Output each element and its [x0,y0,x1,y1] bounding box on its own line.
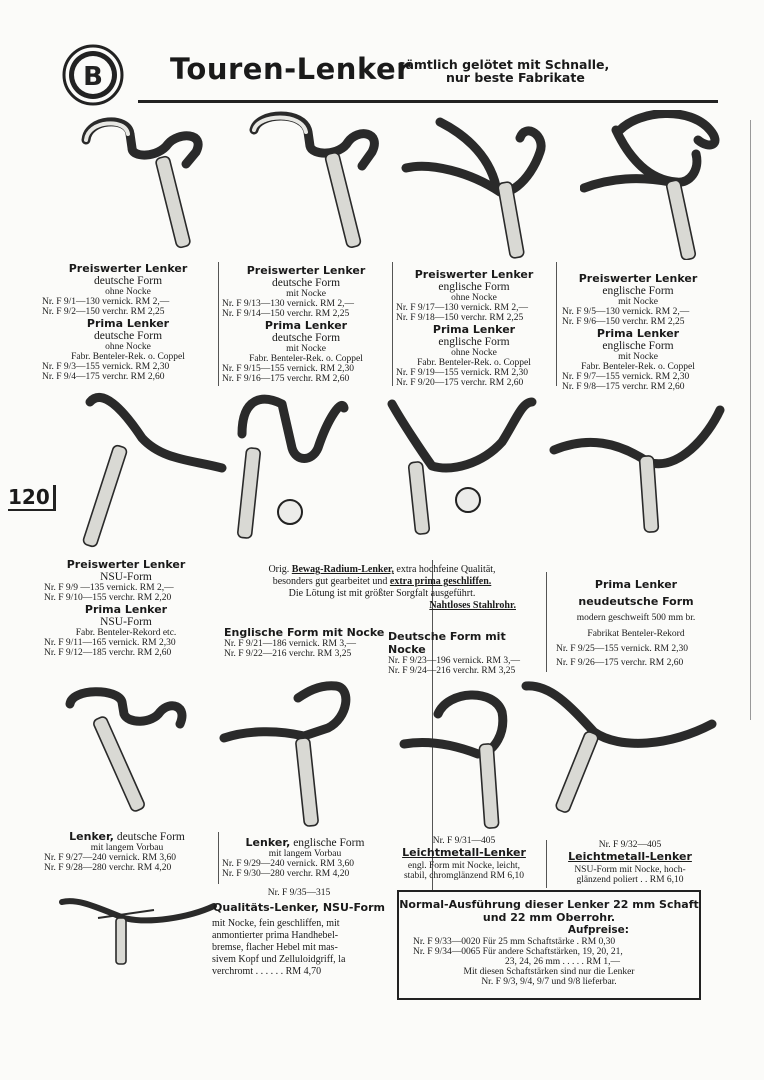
price-row: Nr. F 9/9 —135 vernick. RM 2,— [44,583,174,593]
price-row: Nr. F 9/18—150 verchr. RM 2,25 [396,313,524,323]
product-block: Lenker, deutsche Form mit langem Vorbau Nr. F 9/27—240 vernick. RM 3,60 Nr. F 9/28—280 verchr. RM 4,20 [44,830,210,873]
price-row: Nr. F 9/12—185 verchr. RM 2,60 [44,648,172,658]
product-title: Leichtmetall-Lenker [402,846,526,859]
product-title: Prima Lenker [432,323,516,336]
handlebar-illustration [520,676,720,826]
radium-description: Orig. Bewag-Radium-Lenker, extra hochfeine Qualität, besonders gut gearbeitet und extra prima geschliffen. Die Lötung ist mit größter Sorgfalt ausgeführt. Nahtloses Stahlrohr. [268,564,516,611]
product-title: Preiswerter Lenker [66,558,186,571]
price-row: Nr. F 9/30—280 verchr. RM 4,20 [222,869,350,879]
divider [218,832,219,884]
product-title: Prima Lenker [594,578,678,591]
price-row: Nr. F 9/20—175 verchr. RM 2,60 [396,378,524,388]
product-block [224,626,386,659]
handlebar-illustration [580,110,730,260]
price-row: Nr. F 9/16—175 verchr. RM 2,60 [222,374,350,384]
logo-letter: B [83,62,103,92]
handlebar-illustration [244,106,384,256]
price-row: Nr. F 9/8—175 verchr. RM 2,60 [562,382,685,392]
handlebar-illustration [68,108,208,258]
divider [218,262,219,386]
price-row: Nr. F 9/5—130 vernick. RM 2,— [562,307,690,317]
handlebar-illustration [218,678,368,833]
price-row: Nr. F 9/7—155 vernick. RM 2,30 [562,372,690,382]
handlebar-illustration [382,392,542,542]
price-row: Nr. F 9/27—240 vernick. RM 3,60 [44,853,176,863]
price-row: Nr. F 9/1—130 vernick. RM 2,— [42,297,170,307]
product-title: Preiswerter Lenker [414,268,534,281]
price-row: Nr. F 9/19—155 vernick. RM 2,30 [396,368,528,378]
info-box: Normal-Ausführung dieser Lenker 22 mm Schaft und 22 mm Oberrohr. Aufpreise: Nr. F 9/33—0020 Für 25 mm Schaftstärke . RM 0,30 Nr. F 9/34—0065 Für andere Schaftstärken, 19, 20, 21, 23, 24, 26 mm . . . . . RM 1,— Mit diesen Schaftstärken sind nur die Lenker Nr. F 9/3, 9/4, 9/7 und 9/8 lieferbar. [397,890,701,1000]
product-title: Leichtmetall-Lenker [568,850,692,863]
price-row: Nr. F 9/6—150 verchr. RM 2,25 [562,317,685,327]
price-row: Nr. F 9/22—216 verchr. RM 3,25 [224,649,352,659]
badge-icon [456,488,480,512]
divider [546,572,547,672]
price-row: Nr. F 9/10—155 verchr. RM 2,20 [44,593,172,603]
price-row: Nr. F 9/23—196 vernick. RM 3,— [388,656,520,666]
header-rule [138,100,718,103]
price-row: Nr. F 9/2—150 verchr. RM 2,25 [42,307,165,317]
product-title: Deutsche Form mit Nocke [388,630,506,656]
product-block: Preiswerter Lenker deutsche Form ohne Nocke Nr. F 9/1—130 vernick. RM 2,— Nr. F 9/2—150 verchr. RM 2,25 Prima Lenker deutsche Form ohne Nocke Fabr. Benteler-Rek. o. Coppel Nr. F 9/3—155 vernick. RM 2,30 Nr. F 9/4—175 verchr. RM 2,60 [42,262,214,382]
product-block: Preiswerter Lenker englische Form mit Nocke Nr. F 9/5—130 vernick. RM 2,— Nr. F 9/6—150 verchr. RM 2,25 Prima Lenker englische Form mit Nocke Fabr. Benteler-Rek. o. Coppel Nr. F 9/7—155 vernick. RM 2,30 Nr. F 9/8—175 verchr. RM 2,60 [562,272,714,392]
handlebar-illustration [62,684,192,824]
product-block [388,630,544,676]
price-row: Nr. F 9/17—130 vernick. RM 2,— [396,303,528,313]
price-row: Nr. F 9/14—150 verchr. RM 2,25 [222,309,350,319]
divider [556,262,557,386]
handlebar-illustration [82,388,232,553]
product-title: Preiswerter Lenker [68,262,188,275]
price-row: Nr. F 9/3—155 vernick. RM 2,30 [42,362,170,372]
product-title: Preiswerter Lenker [578,272,698,285]
price-row: Nr. F 9/15—155 vernick. RM 2,30 [222,364,354,374]
product-title: Preiswerter Lenker [246,264,366,277]
page-title: Touren-Lenker [170,52,411,86]
product-block: Lenker, englische Form mit langem Vorbau Nr. F 9/29—240 vernick. RM 3,60 Nr. F 9/30—280 verchr. RM 4,20 [222,836,388,879]
handlebar-illustration [398,684,538,834]
price-row: Nr. F 9/29—240 vernick. RM 3,60 [222,859,354,869]
page-edge [750,120,751,720]
product-title: Prima Lenker [84,603,168,616]
quality-block: Nr. F 9/35—315 Qualitäts-Lenker, NSU-Form mit Nocke, fein geschliffen, mit anmontierter prima Handhebel- bremse, flacher Hebel mit mas- sivem Kopf und Zelluloidgriff, la verchromt . . . . . . RM 4,70 [212,888,385,977]
product-block: Preiswerter Lenker deutsche Form mit Nocke Nr. F 9/13—130 vernick. RM 2,— Nr. F 9/14—150 verchr. RM 2,25 Prima Lenker deutsche Form mit Nocke Fabr. Benteler-Rek. o. Coppel Nr. F 9/15—155 vernick. RM 2,30 Nr. F 9/16—175 verchr. RM 2,60 [222,264,390,384]
product-block: Preiswerter Lenker NSU-Form Nr. F 9/9 —135 vernick. RM 2,— Nr. F 9/10—155 verchr. RM 2,20 Prima Lenker NSU-Form Fabr. Benteler-Rekord etc. Nr. F 9/11—165 vernick. RM 2,30 Nr. F 9/12—185 verchr. RM 2,60 [44,558,208,658]
product-block: Nr. F 9/31—405 Leichtmetall-Lenker engl. Form mit Nocke, leicht, stabil, chromglänzend RM 6,10 [384,836,544,881]
product-title: Prima Lenker [264,319,348,332]
handlebar-illustration [232,388,352,548]
product-title: Englische Form mit Nocke [224,626,385,639]
product-title: Qualitäts-Lenker, NSU-Form [213,901,385,914]
page-number: 120 [8,485,56,511]
divider [546,840,547,888]
handlebar-illustration [400,112,550,262]
badge-icon [278,500,302,524]
price-row: Nr. F 9/28—280 verchr. RM 4,20 [44,863,172,873]
page-subtitle: sämtlich gelötet mit Schnalle, nur beste Fabrikate [398,57,610,85]
price-row: Nr. F 9/24—216 verchr. RM 3,25 [388,666,516,676]
handlebar-illustration [58,888,218,968]
product-block: Prima Lenker neudeutsche Form modern geschweift 500 mm br. Fabrikat Benteler-Rekord Nr. F 9/25—155 vernick. RM 2,30 Nr. F 9/26—175 verchr. RM 2,60 [556,578,716,668]
product-title: Prima Lenker [86,317,170,330]
divider [392,262,393,386]
price-row: Nr. F 9/11—165 vernick. RM 2,30 [44,638,176,648]
price-row: Nr. F 9/4—175 verchr. RM 2,60 [42,372,165,382]
price-row: Nr. F 9/13—130 vernick. RM 2,— [222,299,354,309]
brand-logo [62,44,124,106]
product-block: Nr. F 9/32—405 Leichtmetall-Lenker NSU-Form mit Nocke, hoch- glänzend poliert . . RM 6,10 [550,840,710,885]
price-row: Nr. F 9/25—155 vernick. RM 2,30 [556,644,688,654]
price-row: Nr. F 9/26—175 verchr. RM 2,60 [556,658,684,668]
product-block: Preiswerter Lenker englische Form ohne Nocke Nr. F 9/17—130 vernick. RM 2,— Nr. F 9/18—150 verchr. RM 2,25 Prima Lenker englische Form ohne Nocke Fabr. Benteler-Rek. o. Coppel Nr. F 9/19—155 vernick. RM 2,30 Nr. F 9/20—175 verchr. RM 2,60 [396,268,552,388]
price-row: Nr. F 9/21—186 vernick. RM 3,— [224,639,356,649]
handlebar-illustration [548,396,738,536]
product-title: Prima Lenker [596,327,680,340]
